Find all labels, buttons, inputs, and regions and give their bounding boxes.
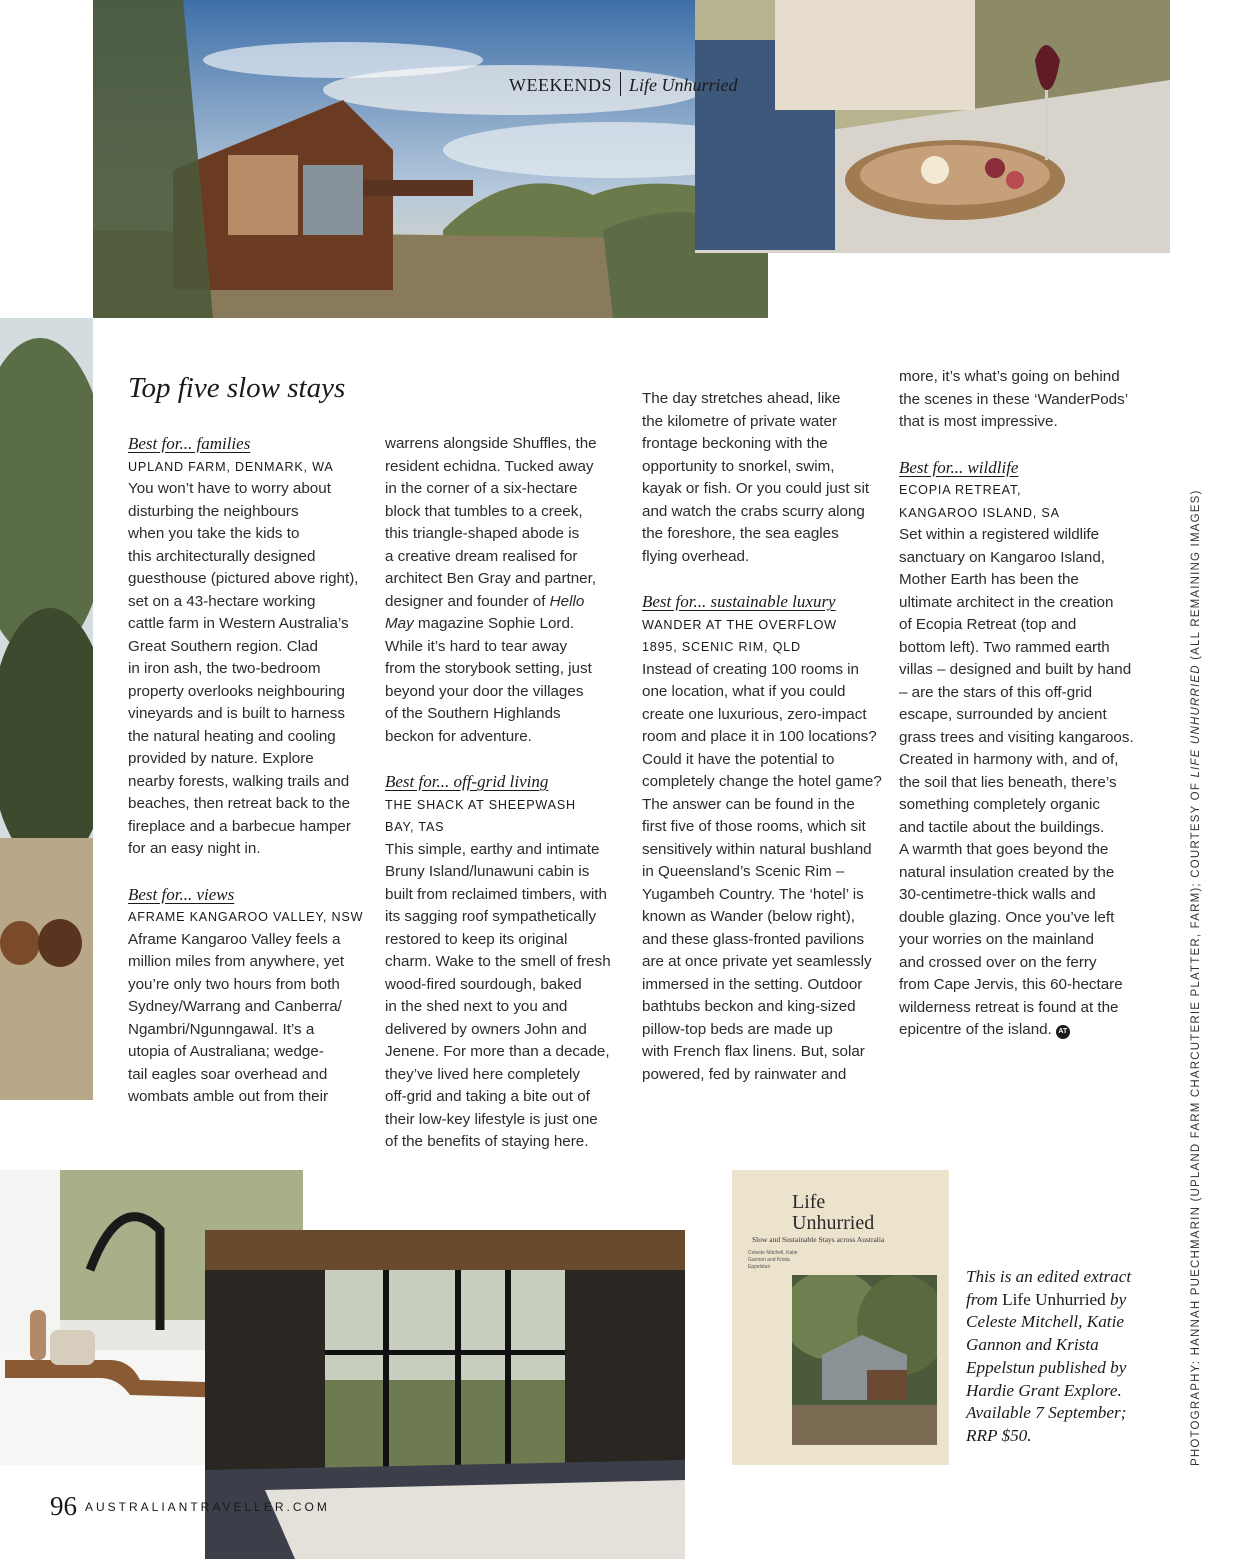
body-line: While it’s hard to tear away [385,637,568,655]
body-line: create one luxurious, zero-impact [642,705,867,723]
body-line: powered, fed by rainwater and [642,1065,847,1083]
body-line: flying overhead. [642,547,750,565]
photo-credits [1190,489,1202,1466]
subsection-name: Life Unhurried [628,75,738,95]
body-line: the scenes in these ‘WanderPods’ [899,390,1129,408]
body-line: more, it’s what’s going on behind [899,368,1120,385]
body-text: designer and founder of [385,592,550,610]
body-line: Yugambeh Country. The ‘hotel’ is [642,885,864,903]
luxury-heading: Best for... sustainable luxury [642,592,836,611]
end-mark-icon: AT [1056,1025,1070,1039]
families-heading: Best for... families [128,434,251,453]
wildlife-heading: Best for... wildlife [899,457,1019,477]
body-line: for an easy night in. [128,840,261,857]
header-divider [620,72,621,96]
body-line: beaches, then retreat back to the [128,795,351,812]
body-line: this triangle-shaped abode is [385,525,580,542]
body-line [899,1019,1161,1042]
body-line: one location, what if you could [642,683,846,700]
body-line: delivered by owners John and [385,1020,587,1038]
body-line: and crossed over on the ferry [899,953,1097,971]
body-line: and watch the crabs scurry along [642,502,865,520]
body-text: magazine Sophie Lord. [413,615,575,632]
body-line: villas – designed and built by hand [899,661,1132,678]
body-line: when you take the kids to [128,525,300,542]
body-line: pillow-top beds are made up [642,1020,833,1038]
platter-photo [695,0,1170,253]
section-gap [128,861,378,884]
body-line: immersed in the setting. Outdoor [642,975,863,993]
body-line: bottom left). Two rammed earth [899,638,1110,656]
body-line: Aframe Kangaroo Valley feels a [128,930,341,948]
body-line [385,591,635,614]
offgrid-heading: Best for... off-grid living [385,772,549,791]
caption-book-title: Life Unhurried [1002,1289,1106,1309]
body-line: The answer can be found in the [642,795,855,813]
body-line: its sagging roof sympathetically [385,908,597,925]
body-line: their low-key lifestyle is just one [385,1110,598,1128]
book-title [792,1192,874,1234]
article-title: Top five slow stays [128,372,346,404]
body-line: a creative dream realised for [385,547,578,565]
body-line: sensitively within natural bushland [642,840,872,858]
body-line: wood-fired sourdough, baked [385,975,582,993]
body-line: Created in harmony with, and of, [899,751,1119,768]
section-header [509,72,738,96]
body-line: This simple, earthy and intimate [385,840,600,858]
body-line: Mother Earth has been the [899,571,1079,588]
body-line: fireplace and a barbecue hamper [128,817,351,835]
body-line: beckon for adventure. [385,727,532,745]
credits-text: PHOTOGRAPHY: HANNAH PUECHMARIN (UPLAND FARM CHARCUTERIE PLATTER, FARM); COURTESY OF [1190,777,1202,1466]
body-line: from Cape Jervis, this 60-hectare [899,976,1123,993]
offgrid-place: THE SHACK AT SHEEPWASH [385,797,576,812]
body-line: first five of those rooms, which sit [642,818,866,835]
body-line: cattle farm in Western Australia’s [128,615,349,632]
body-line: from the storybook setting, just [385,660,592,677]
body-line: that is most impressive. [899,413,1058,430]
body-line: opportunity to snorkel, swim, [642,457,835,475]
body-line: in the corner of a six-hectare [385,480,578,497]
body-line: million miles from anywhere, yet [128,953,345,970]
body-line [385,613,635,636]
body-line: Bruny Island/lunawuni cabin is [385,863,590,880]
book-authors: Celeste Mitchell, Katie Gannon and Krista Eppelstun [748,1250,798,1270]
body-text: epicentre of the island. [899,1021,1052,1038]
body-line: Sydney/Warrang and Canberra/ [128,998,342,1015]
body-line: charm. Wake to the smell of fresh [385,953,611,970]
column-1 [128,433,378,1109]
body-line: – are the stars of this off-grid [899,683,1093,701]
body-line: Great Southern region. Clad [128,637,318,655]
luxury-place: 1895, SCENIC RIM, QLD [642,640,801,654]
body-line: You won’t have to worry about [128,480,331,497]
section-name: WEEKENDS [509,75,612,95]
column-2 [385,433,635,1154]
body-line: with French flax linens. But, solar [642,1043,865,1060]
page-footer [50,1491,330,1522]
caption-text: by Celeste Mitchell, Katie Gannon and Krista Eppelstun published by Hardie Grant Explore. Available 7 September; RRP $50. [966,1289,1127,1445]
magazine-name: Hello [549,592,585,610]
body-line: 30-centimetre-thick walls and [899,886,1096,903]
body-line: of the benefits of staying here. [385,1133,589,1150]
body-line: and these glass-fronted pavilions [642,930,865,948]
wildlife-place: KANGAROO ISLAND, SA [899,505,1060,520]
body-line: architect Ben Gray and partner, [385,570,597,587]
body-line: vineyards and is built to harness [128,705,345,722]
body-line: restored to keep its original [385,930,568,948]
body-line: you’re only two hours from both [128,975,340,993]
body-line: set on a 43-hectare working [128,592,316,610]
body-line: and tactile about the buildings. [899,818,1105,836]
body-line: resident echidna. Tucked away [385,457,594,475]
body-line: Ngambri/Ngunngawal. It’s a [128,1020,315,1038]
body-line: in iron ash, the two-bedroom [128,660,321,677]
body-line: A warmth that goes beyond the [899,841,1109,858]
views-heading: Best for... views [128,884,235,904]
body-line: the soil that lies beneath, there’s [899,773,1117,791]
body-line: The day stretches ahead, like [642,390,841,407]
body-line: Could it have the potential to [642,750,835,768]
magazine-name: May [385,615,414,632]
section-gap [899,434,1161,457]
body-line: Set within a registered wildlife [899,526,1100,543]
body-line: nearby forests, walking trails and [128,772,350,790]
body-line: escape, surrounded by ancient [899,706,1107,723]
farm-side-photo [0,318,93,1100]
body-line: built from reclaimed timbers, with [385,885,607,903]
body-line: sanctuary on Kangaroo Island, [899,548,1106,566]
body-line: disturbing the neighbours [128,502,299,520]
body-line: the foreshore, the sea eagles [642,525,839,542]
body-line: provided by nature. Explore [128,750,314,767]
body-line: known as Wander (below right), [642,908,855,925]
views-place: AFRAME KANGAROO VALLEY, NSW [128,910,364,924]
book-caption [966,1266,1141,1448]
section-gap [642,568,892,591]
book-cover-photo [792,1275,937,1445]
column-4 [899,366,1161,1042]
body-line: wilderness retreat is found at the [899,998,1119,1016]
body-line: are at once private yet seamlessly [642,953,872,970]
body-line: frontage beckoning with the [642,435,828,452]
body-line: completely change the hotel game? [642,773,882,790]
book-title-line: Unhurried [792,1212,875,1234]
body-line: double glazing. Once you’ve left [899,908,1115,926]
book-title-line: Life [792,1191,826,1213]
book-subtitle: Slow and Sustainable Stays across Australia [752,1235,885,1244]
families-place: UPLAND FARM, DENMARK, WA [128,459,334,474]
site-url: AUSTRALIANTRAVELLER.COM [85,1499,330,1514]
body-line: beyond your door the villages [385,682,584,700]
offgrid-place: BAY, TAS [385,820,445,834]
body-line: the kilometre of private water [642,412,837,430]
body-line: your worries on the mainland [899,931,1095,948]
body-line: of the Southern Highlands [385,705,561,722]
wildlife-place: ECOPIA RETREAT, [899,483,1022,497]
body-line: room and place it in 100 locations? [642,728,877,745]
body-line: natural insulation created by the [899,863,1115,881]
credits-book: LIFE UNHURRIED [1190,664,1202,778]
body-line: in Queensland’s Scenic Rim – [642,863,845,880]
page-number: 96 [50,1491,77,1521]
body-line: this architecturally designed [128,547,316,565]
cabin-photo [93,0,768,318]
body-line: they’ve lived here completely [385,1065,581,1083]
body-line: guesthouse (pictured above right), [128,570,359,587]
body-line: bathtubs beckon and king-sized [642,998,856,1015]
book-cover [732,1170,949,1465]
body-line: utopia of Australiana; wedge- [128,1043,324,1060]
body-line: wombats amble out from their [128,1088,329,1105]
body-line: warrens alongside Shuffles, the [385,435,597,452]
body-line: off-grid and taking a bite out of [385,1088,590,1105]
body-line: grass trees and visiting kangaroos. [899,728,1134,746]
body-line: ultimate architect in the creation [899,593,1114,611]
body-line: in the shed next to you and [385,998,568,1015]
column-3 [642,388,892,1086]
section-gap [385,748,635,771]
body-line: Jenene. For more than a decade, [385,1043,610,1060]
body-line: Instead of creating 100 rooms in [642,660,859,678]
body-line: something completely organic [899,796,1100,813]
caption-text: This is an edited extract from [966,1267,1132,1309]
body-line: tail eagles soar overhead and [128,1065,328,1083]
body-line: block that tumbles to a creek, [385,502,583,520]
body-line: of Ecopia Retreat (top and [899,616,1077,633]
body-line: property overlooks neighbouring [128,682,345,700]
body-line: the natural heating and cooling [128,727,336,745]
body-line: kayak or fish. Or you could just sit [642,480,870,497]
credits-text: (ALL REMAINING IMAGES) [1190,489,1202,665]
luxury-place: WANDER AT THE OVERFLOW [642,617,837,632]
